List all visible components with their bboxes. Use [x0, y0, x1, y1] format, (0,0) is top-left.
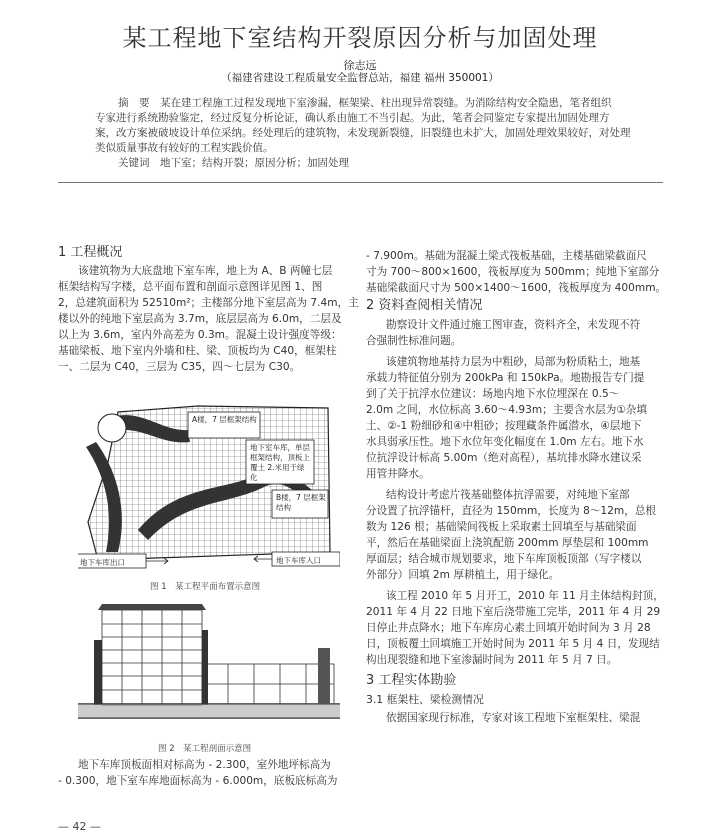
paragraph-line: 日停止井点降水；地下车库房心素土回填开始时间为 3 月 28	[366, 622, 651, 634]
paragraph-line: 承载力特征值分别为 200kPa 和 150kPa。地勘报告专门提	[366, 372, 645, 384]
figure-1-exit-label: 地下车库出口	[80, 558, 125, 567]
paragraph-line: 一、二层为 C40，三层为 C35，四～七层为 C30。	[58, 361, 301, 373]
figure-1-label-b: B楼，7 层框架结构	[276, 493, 326, 512]
paragraph-line: 框架结构写字楼，总平面布置和剖面示意图详见图 1、图	[58, 281, 323, 293]
paragraph-line: 该建筑物为大底盘地下室车库，地上为 A、B 两幢七层	[78, 265, 333, 277]
divider	[58, 182, 663, 183]
section-drawing	[78, 600, 340, 735]
paragraph-line: 基础梁板、地下室内外墙和柱、梁、顶板均为 C40，框架柱	[58, 345, 337, 357]
author: 徐志远	[343, 59, 377, 72]
section-2-heading: 2 资料查阅相关情况	[366, 298, 483, 313]
paragraph-line: 2011 年 4 月 22 日地下室后浇带施工完毕，2011 年 4 月 29	[366, 606, 661, 618]
paragraph-line: 2，总建筑面积为 52510m²；主楼部分地下室层高为 7.4m，主	[58, 297, 359, 309]
figure-1-site-plan	[78, 402, 340, 572]
paragraph-line: 土、②-1 粉细砂和④中粗砂；按理藏条件属潜水，④层地下	[366, 420, 642, 432]
section-1-heading: 1 工程概况	[58, 245, 123, 260]
site-plan-drawing	[78, 402, 340, 572]
paragraph-line: 位抗浮设计标高 5.00m（绝对高程），基坑排水降水建议采	[366, 452, 642, 464]
affiliation: （福建省建设工程质量安全监督总站，福建 福州 350001）	[221, 72, 499, 84]
paragraph-line: 数为 126 根；基础梁间筏板上采取素土回填至与基础梁面	[366, 521, 637, 533]
paragraph-line: - 0.300，地下室车库地面标高为 - 6.000m，底板底标高为	[58, 775, 338, 787]
figure-2-section	[78, 600, 340, 735]
paragraph-line: 分设置了抗浮锚杆，直径为 150mm，长度为 8～12m，总根	[366, 505, 657, 517]
figure-1-label-center: 地下室车库，单层框架结构，顶板上覆土 2.米用于绿化	[250, 443, 310, 482]
abstract-line: 案，改方案被破坡设计单位采纳。经处理后的建筑物，未发现新裂缝，旧裂缝也未扩大，加固处理效果较好，对处理	[95, 127, 631, 139]
paragraph-line: 外部分）回填 2m 厚耕植土，用于绿化。	[366, 569, 560, 581]
paragraph-line: 基础梁截面尺寸为 500×1400～1600，筏板厚度为 400mm。	[366, 282, 667, 294]
paragraph-line: 该建筑物地基持力层为中粗砂，局部为粉质粘土，地基	[386, 356, 641, 368]
paragraph-line: 用管井降水。	[366, 468, 430, 480]
paragraph-line: 厚面层；结合城市规划要求，地下车库顶板顶部（写字楼以	[366, 553, 642, 565]
section-3-heading: 3 工程实体勘验	[366, 673, 457, 688]
paragraph-line: 寸为 700～800×1600，筏板厚度为 500mm；纯地下室部分	[366, 266, 660, 278]
section-3-1-heading: 3.1 框架柱、梁检测情况	[366, 693, 484, 706]
abstract-line: 类似质量事故有较好的工程实践价值。	[95, 142, 274, 154]
figure-2-caption: 图 2 某工程剖面示意图	[158, 744, 252, 754]
paragraph-line: 水具弱承压性。地下水位年变化幅度在 1.0m 左右。地下水	[366, 436, 644, 448]
paragraph-line: 地下车库顶板面相对标高为 - 2.300，室外地坪标高为	[78, 759, 331, 771]
paragraph-line: 合强制性标准问题。	[366, 335, 462, 347]
paragraph-line: 构出现裂缝和地下室渗漏时间为 2011 年 5 月 7 日。	[366, 654, 618, 666]
abstract-line: 专家进行系统勘验鉴定，经过反复分析论证，确认系由施工不当引起。为此，笔者会同鉴定专家提出加固处理方	[95, 112, 610, 124]
paragraph-line: 该工程 2010 年 5 月开工，2010 年 11 月主体结构封顶，	[386, 590, 664, 602]
paragraph-line: 平，然后在基础梁面上浇筑配筋 200mm 厚垫层和 100mm	[366, 537, 649, 549]
paragraph-line: 勘察设计文件通过施工图审查，资料齐全，未发现不符	[386, 319, 641, 331]
figure-1-label-a: A楼，7 层框架结构	[192, 415, 257, 424]
paragraph-line: 依据国家现行标准，专家对该工程地下室框架柱、梁混	[386, 712, 641, 724]
paragraph-line: 以上为 3.6m，室内外高差为 0.3m。混凝土设计强度等级：	[58, 329, 342, 341]
paragraph-line: 2.0m 之间，水位标高 3.60～4.93m；主要含水层为①杂填	[366, 404, 647, 416]
page-number: — 42 —	[58, 820, 101, 833]
paragraph-line: 楼以外的纯地下室层高为 3.7m，底层层高为 6.0m，二层及	[58, 313, 342, 325]
paragraph-line: 到了关于抗浮水位建议：场地内地下水位埋深在 0.5～	[366, 388, 620, 400]
figure-1-caption: 图 1 某工程平面布置示意图	[150, 582, 261, 592]
paragraph-line: 日，顶板覆土回填施工开始时间为 2011 年 5 月 4 日，发现结	[366, 638, 660, 650]
abstract-line: 摘 要 某在建工程施工过程发现地下室渗漏，框架梁、柱出现异常裂缝。为消除结构安全隐患，笔者组织	[118, 97, 612, 109]
paper-title: 某工程地下室结构开裂原因分析与加固处理	[122, 24, 598, 52]
keywords: 关键词 地下室；结构开裂；原因分析；加固处理	[118, 157, 349, 169]
paragraph-line: 结构设计考虑片筏基础整体抗浮需要，对纯地下室部	[386, 489, 630, 501]
paragraph-line: - 7.900m。基础为混凝土梁式筏板基础，主楼基础梁截面尺	[366, 250, 647, 262]
figure-1-entry-label: 地下车库入口	[276, 556, 321, 565]
